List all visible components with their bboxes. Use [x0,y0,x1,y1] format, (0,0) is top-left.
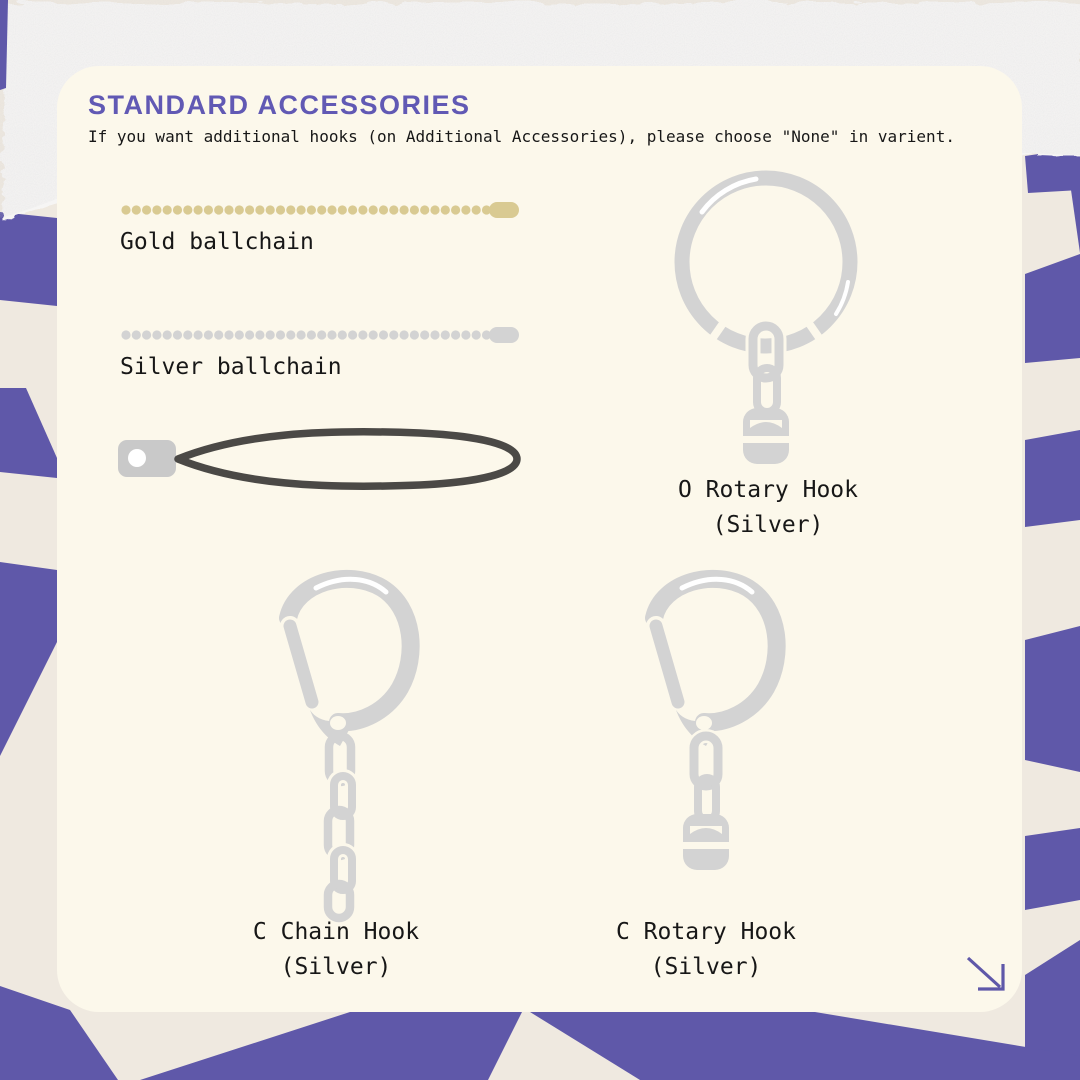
checker-cell [1071,190,1080,253]
checker-cell [1025,430,1080,527]
c-rotary-hook-label [596,915,816,985]
c-chain-hook-variant: (Silver) [280,954,392,980]
o-rotary-hook-label [658,473,878,543]
o-rotary-hook-variant: (Silver) [712,512,824,538]
c-chain-hook-name: C Chain Hook [252,919,420,945]
checker-cell [0,212,57,306]
checker-cell [1025,254,1080,363]
checker-cell [140,1012,522,1080]
checker-cell [0,388,57,478]
page-subtitle: If you want additional hooks (on Additional Accessories), please choose "None" in varient. [88,127,955,146]
c-rotary-hook-variant: (Silver) [650,954,762,980]
checker-cell [1025,626,1080,772]
checker-cell [1025,828,1080,910]
page-title: STANDARD ACCESSORIES [88,90,471,120]
c-chain-hook-label [226,915,446,985]
checker-cell [530,1012,1080,1080]
checker-cell [0,562,57,756]
gold-ballchain-label: Gold ballchain [120,229,314,255]
silver-ballchain-label: Silver ballchain [120,354,342,380]
o-rotary-hook-name: O Rotary Hook [677,477,858,503]
c-rotary-hook-name: C Rotary Hook [615,919,796,945]
